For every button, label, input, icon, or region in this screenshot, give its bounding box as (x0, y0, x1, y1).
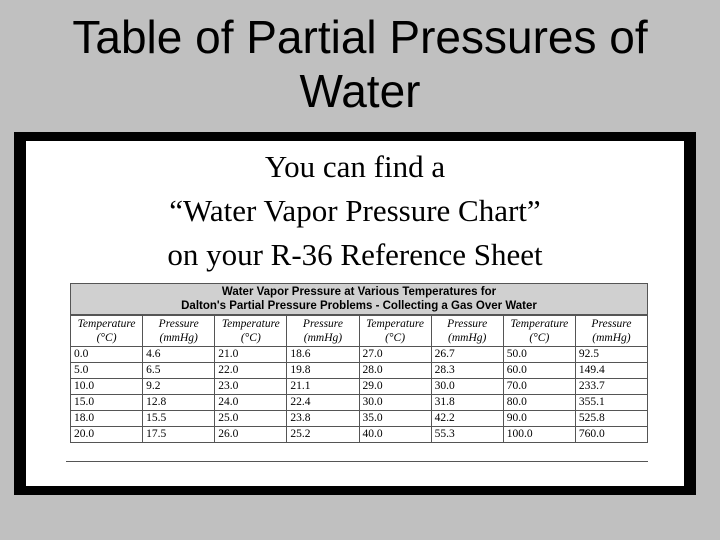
table-cell: 5.0 (71, 363, 143, 379)
table-cell: 70.0 (503, 379, 575, 395)
table-row (71, 427, 648, 443)
table-cell: 42.2 (431, 411, 503, 427)
table-cell: 19.8 (287, 363, 359, 379)
column-header: Pressure (mmHg) (143, 316, 215, 347)
caption-line-1: You can find a (264, 149, 446, 184)
table-cell: 30.0 (359, 395, 431, 411)
table-cell: 9.2 (143, 379, 215, 395)
table-cell: 25.0 (215, 411, 287, 427)
column-header: Pressure (mmHg) (287, 316, 359, 347)
table-cell: 27.0 (359, 347, 431, 363)
table-cell: 90.0 (503, 411, 575, 427)
caption (26, 145, 684, 277)
slide-title-line-1: Table of Partial Pressures of (72, 11, 648, 63)
content-panel-inner (26, 141, 684, 486)
caption-line-2: “Water Vapor Pressure Chart” (169, 193, 541, 228)
table-cell: 18.6 (287, 347, 359, 363)
content-panel (14, 132, 696, 495)
table-cell: 35.0 (359, 411, 431, 427)
table-title-line-2: Dalton's Partial Pressure Problems - Collecting a Gas Over Water (181, 300, 537, 312)
caption-line-3: on your R-36 Reference Sheet (167, 237, 543, 272)
column-header: Temperature (°C) (215, 316, 287, 347)
table-cell: 233.7 (575, 379, 647, 395)
table-cell: 4.6 (143, 347, 215, 363)
table-row (71, 363, 648, 379)
table-cell: 24.0 (215, 395, 287, 411)
table-cell: 26.7 (431, 347, 503, 363)
table-cell: 23.0 (215, 379, 287, 395)
table-row (71, 379, 648, 395)
table-cell: 60.0 (503, 363, 575, 379)
table-cell: 15.5 (143, 411, 215, 427)
slide-title (0, 10, 720, 118)
table-cell: 40.0 (359, 427, 431, 443)
table-cell: 23.8 (287, 411, 359, 427)
table-cell: 25.2 (287, 427, 359, 443)
table-cell: 525.8 (575, 411, 647, 427)
table-cell: 92.5 (575, 347, 647, 363)
column-header: Pressure (mmHg) (431, 316, 503, 347)
slide-title-line-2: Water (299, 65, 421, 117)
data-table (70, 315, 648, 443)
table-cell: 50.0 (503, 347, 575, 363)
table-cell: 18.0 (71, 411, 143, 427)
table-row (71, 411, 648, 427)
column-header: Temperature (°C) (71, 316, 143, 347)
table-title-line-1: Water Vapor Pressure at Various Temperatures for (221, 286, 497, 298)
table-cell: 760.0 (575, 427, 647, 443)
column-header: Temperature (°C) (503, 316, 575, 347)
table-cell: 149.4 (575, 363, 647, 379)
table-cell: 355.1 (575, 395, 647, 411)
table-cell: 28.3 (431, 363, 503, 379)
table-cell: 10.0 (71, 379, 143, 395)
table-title (70, 283, 648, 315)
table-cell: 26.0 (215, 427, 287, 443)
table-cell: 17.5 (143, 427, 215, 443)
table-cell: 15.0 (71, 395, 143, 411)
table-underline (66, 461, 648, 462)
table-cell: 55.3 (431, 427, 503, 443)
table-cell: 22.4 (287, 395, 359, 411)
column-header: Temperature (°C) (359, 316, 431, 347)
table-cell: 80.0 (503, 395, 575, 411)
table-cell: 31.8 (431, 395, 503, 411)
table-row (71, 347, 648, 363)
table-cell: 6.5 (143, 363, 215, 379)
header-row (71, 316, 648, 347)
table-cell: 21.0 (215, 347, 287, 363)
table-row (71, 395, 648, 411)
table-cell: 12.8 (143, 395, 215, 411)
table-cell: 20.0 (71, 427, 143, 443)
table-cell: 28.0 (359, 363, 431, 379)
column-header: Pressure (mmHg) (575, 316, 647, 347)
table-cell: 0.0 (71, 347, 143, 363)
table-cell: 21.1 (287, 379, 359, 395)
table-cell: 100.0 (503, 427, 575, 443)
vapor-pressure-table (70, 283, 648, 443)
table-cell: 30.0 (431, 379, 503, 395)
table-cell: 29.0 (359, 379, 431, 395)
table-cell: 22.0 (215, 363, 287, 379)
